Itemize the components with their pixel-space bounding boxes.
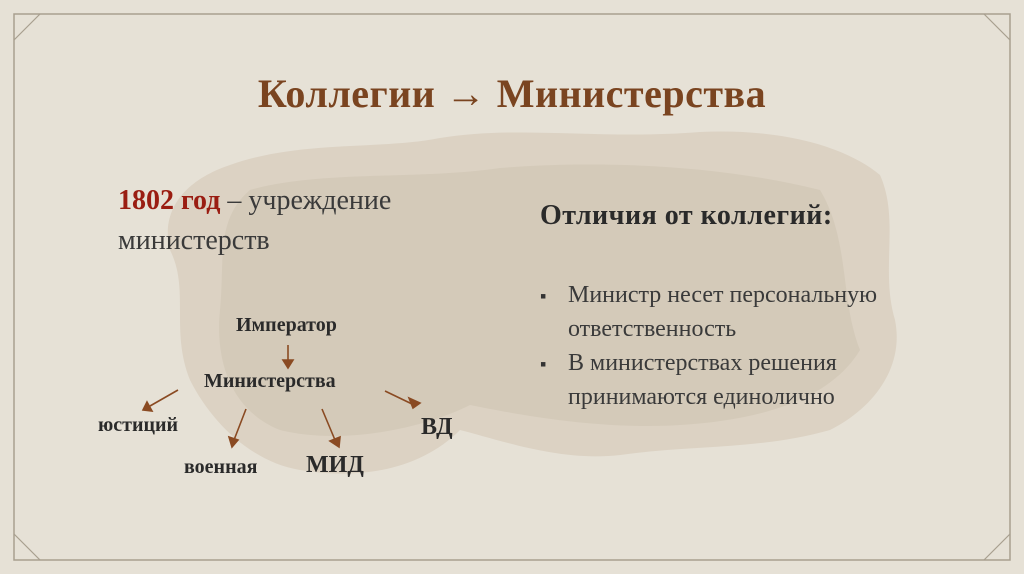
year-text: – учреждение министерств xyxy=(118,185,392,256)
list-item xyxy=(540,278,940,346)
node-justice: юстиций xyxy=(98,414,179,436)
differences-heading: Отличия от коллегий: xyxy=(540,200,833,231)
list-item xyxy=(540,346,940,414)
slide-title: Коллегии → Министерства xyxy=(257,71,767,116)
bullet-text: Министр несет персональную ответственность xyxy=(568,282,878,342)
node-military: военная xyxy=(184,456,258,478)
node-foreign-affairs: МИД xyxy=(306,452,364,478)
year-statement xyxy=(118,181,478,261)
bullet-text: В министерствах решения принимаются единолично xyxy=(568,350,837,410)
node-emperor: Император xyxy=(236,314,337,336)
bullet-icon: ▪ xyxy=(540,354,547,374)
year: 1802 год xyxy=(118,185,221,216)
node-internal-affairs: ВД xyxy=(421,414,453,440)
differences-list xyxy=(540,278,940,414)
bullet-icon: ▪ xyxy=(540,286,547,306)
node-ministries: Министерства xyxy=(204,370,336,392)
